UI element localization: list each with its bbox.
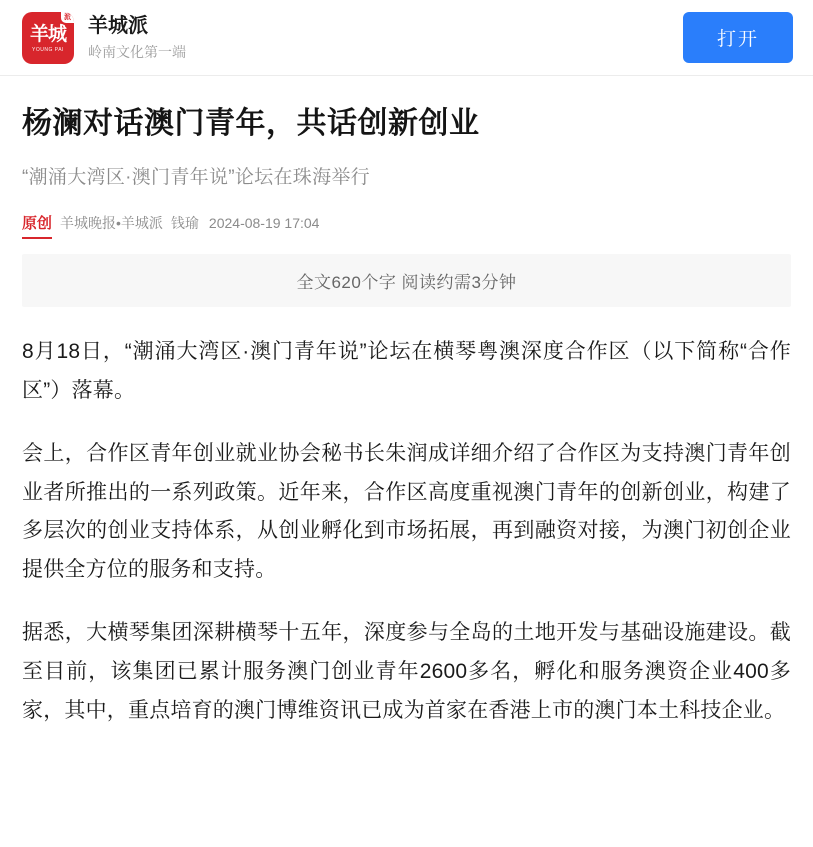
app-slogan: 岭南文化第一端	[88, 43, 186, 60]
article-paragraph: 8月18日，“潮涌大湾区·澳门青年说”论坛在横琴粤澳深度合作区（以下简称“合作区”）落幕。	[22, 340, 791, 402]
app-logo-main-label: 羊城	[29, 23, 66, 45]
article-paragraph: 会上，合作区青年创业就业协会秘书长朱润成详细介绍了合作区为支持澳门青年创业者所推出的一系列政策。近年来，合作区高度重视澳门青年的创新创业，构建了多层次的创业支持体系，从创业孵化到市场拓展，再到融资对接，为澳门初创企业提供全方位的服务和支持。	[22, 441, 791, 582]
app-promo-bar	[0, 0, 813, 76]
page-title: 杨澜对话澳门青年，共话创新创业	[22, 107, 480, 140]
article-paragraph: 据悉，大横琴集团深耕横琴十五年，深度参与全岛的土地开发与基础设施建设。截至目前，该集团已累计服务澳门创业青年2600多名，孵化和服务澳资企业400多家，其中，重点培育的澳门博维资讯已成为首家在香港上市的澳门本土科技企业。	[22, 621, 791, 722]
app-logo-sub-label: YOUNG PAI	[32, 46, 64, 53]
open-app-button[interactable]: 打开	[683, 12, 793, 63]
byline-author: 钱瑜	[170, 215, 199, 231]
app-name: 羊城派	[88, 14, 148, 37]
byline-timestamp: 2024-08-19 17:04	[208, 215, 320, 231]
app-logo	[22, 12, 74, 64]
byline-source: 羊城晚报•羊城派	[60, 215, 163, 231]
app-logo-corner-label: 派	[61, 12, 74, 23]
original-badge: 原创	[22, 212, 52, 236]
read-info-bar: 全文620个字 阅读约需3分钟	[22, 254, 791, 307]
app-meta	[88, 13, 683, 63]
byline	[22, 212, 791, 236]
article-body	[22, 333, 791, 731]
article-container	[0, 76, 813, 765]
article-subtitle: “潮涌大湾区·澳门青年说”论坛在珠海举行	[22, 166, 370, 188]
